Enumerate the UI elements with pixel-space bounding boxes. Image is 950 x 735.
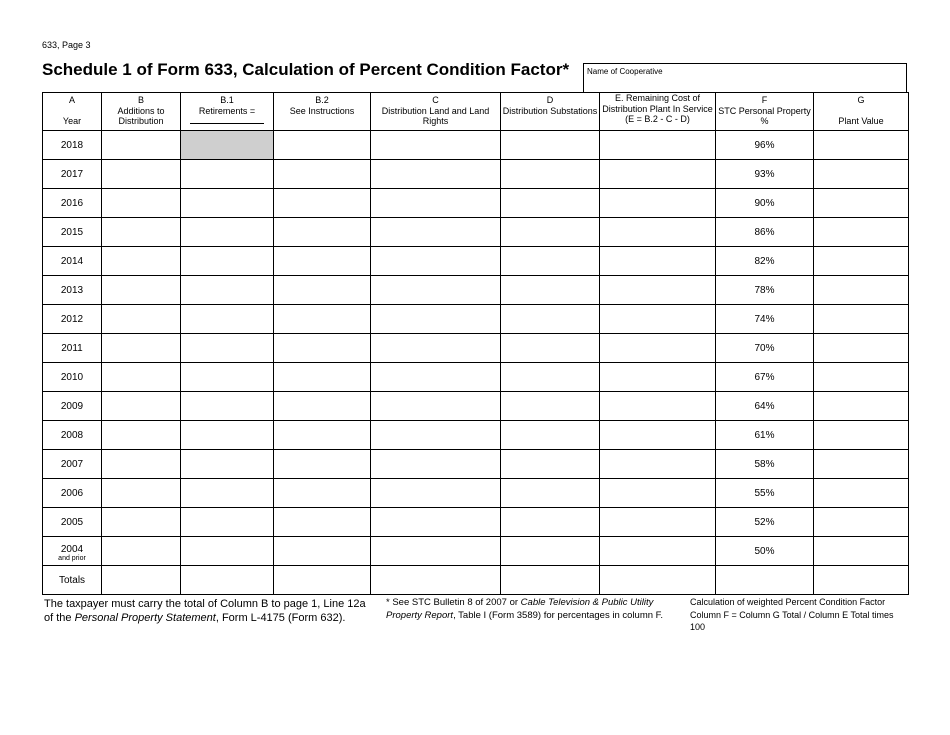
total-cell-e[interactable] <box>600 566 716 595</box>
entry-cell-c[interactable] <box>371 160 501 189</box>
entry-cell-g[interactable] <box>814 363 909 392</box>
entry-cell-b2[interactable] <box>274 218 371 247</box>
table-row <box>43 334 909 363</box>
stc-percent-cell: 50% <box>716 537 814 566</box>
entry-cell-b[interactable] <box>102 247 181 276</box>
entry-cell-g[interactable] <box>814 479 909 508</box>
entry-cell-b1[interactable] <box>181 247 274 276</box>
stc-percent-cell: 74% <box>716 305 814 334</box>
entry-cell-b2[interactable] <box>274 160 371 189</box>
year-cell: 2012 <box>43 305 102 334</box>
entry-cell-c[interactable] <box>371 392 501 421</box>
entry-cell-e[interactable] <box>600 305 716 334</box>
entry-cell-d[interactable] <box>501 421 600 450</box>
stc-percent-cell: 86% <box>716 218 814 247</box>
year-cell: 2005 <box>43 508 102 537</box>
entry-cell-c[interactable] <box>371 537 501 566</box>
entry-cell-b1[interactable] <box>181 421 274 450</box>
entry-cell-d[interactable] <box>501 218 600 247</box>
entry-cell-b1[interactable] <box>181 218 274 247</box>
column-header-a: A Year <box>43 93 102 131</box>
entry-cell-g[interactable] <box>814 450 909 479</box>
entry-cell-e[interactable] <box>600 334 716 363</box>
year-cell: 2015 <box>43 218 102 247</box>
entry-cell-b[interactable] <box>102 218 181 247</box>
entry-cell-e[interactable] <box>600 421 716 450</box>
total-cell-b2[interactable] <box>274 566 371 595</box>
column-header-b2: B.2 See Instructions <box>274 93 371 131</box>
condition-factor-table <box>42 92 909 595</box>
entry-cell-d[interactable] <box>501 160 600 189</box>
entry-cell-b2[interactable] <box>274 450 371 479</box>
year-cell: 2007 <box>43 450 102 479</box>
entry-cell-e[interactable] <box>600 479 716 508</box>
total-cell-c[interactable] <box>371 566 501 595</box>
entry-cell-c[interactable] <box>371 189 501 218</box>
entry-cell-b1[interactable] <box>181 508 274 537</box>
entry-cell-c[interactable] <box>371 479 501 508</box>
entry-cell-c[interactable] <box>371 421 501 450</box>
entry-cell-e[interactable] <box>600 537 716 566</box>
entry-cell-c[interactable] <box>371 247 501 276</box>
column-header-f: F STC Personal Property % <box>716 93 814 131</box>
column-header-b: B Additions to Distribution <box>102 93 181 131</box>
total-cell-g[interactable] <box>814 566 909 595</box>
entry-cell-e[interactable] <box>600 247 716 276</box>
entry-cell-e[interactable] <box>600 508 716 537</box>
entry-cell-b[interactable] <box>102 276 181 305</box>
total-cell-b1[interactable] <box>181 566 274 595</box>
entry-cell-d[interactable] <box>501 363 600 392</box>
entry-cell-d[interactable] <box>501 131 600 160</box>
entry-cell-b[interactable] <box>102 305 181 334</box>
year-cell: 2011 <box>43 334 102 363</box>
entry-cell-g[interactable] <box>814 218 909 247</box>
entry-cell-g[interactable] <box>814 537 909 566</box>
column-header-d: D Distribution Substations <box>501 93 600 131</box>
entry-cell-b1[interactable] <box>181 334 274 363</box>
entry-cell-d[interactable] <box>501 479 600 508</box>
stc-percent-cell: 64% <box>716 392 814 421</box>
entry-cell-b2[interactable] <box>274 392 371 421</box>
entry-cell-b1[interactable] <box>181 392 274 421</box>
table-row <box>43 305 909 334</box>
page-title: Schedule 1 of Form 633, Calculation of Percent Condition Factor* <box>42 60 570 79</box>
entry-cell-b1[interactable] <box>181 537 274 566</box>
entry-cell-b2[interactable] <box>274 363 371 392</box>
entry-cell-e[interactable] <box>600 276 716 305</box>
entry-cell-d[interactable] <box>501 334 600 363</box>
year-cell: 2016 <box>43 189 102 218</box>
page-reference: 633, Page 3 <box>42 40 91 50</box>
entry-cell-c[interactable] <box>371 131 501 160</box>
table-row <box>43 392 909 421</box>
column-header-c: C Distribution Land and Land Rights <box>371 93 501 131</box>
entry-cell-b2[interactable] <box>274 131 371 160</box>
entry-cell-b1[interactable] <box>181 479 274 508</box>
footnote-column-b: The taxpayer must carry the total of Column B to page 1, Line 12a of the Personal Property Statement, Form L-4175 (Form 632). <box>44 598 366 624</box>
entry-cell-b2[interactable] <box>274 305 371 334</box>
entry-cell-b[interactable] <box>102 189 181 218</box>
entry-cell-d[interactable] <box>501 247 600 276</box>
entry-cell-b2[interactable] <box>274 334 371 363</box>
entry-cell-b2[interactable] <box>274 189 371 218</box>
entry-cell-c[interactable] <box>371 508 501 537</box>
entry-cell-b[interactable] <box>102 450 181 479</box>
total-cell-f[interactable] <box>716 566 814 595</box>
table-row <box>43 247 909 276</box>
entry-cell-b[interactable] <box>102 479 181 508</box>
entry-cell-c[interactable] <box>371 334 501 363</box>
entry-cell-b2[interactable] <box>274 508 371 537</box>
entry-cell-c[interactable] <box>371 450 501 479</box>
entry-cell-d[interactable] <box>501 276 600 305</box>
entry-cell-c[interactable] <box>371 363 501 392</box>
entry-cell-e[interactable] <box>600 189 716 218</box>
year-cell: 2014 <box>43 247 102 276</box>
stc-percent-cell: 93% <box>716 160 814 189</box>
entry-cell-g[interactable] <box>814 247 909 276</box>
entry-cell-b[interactable] <box>102 131 181 160</box>
entry-cell-b[interactable] <box>102 421 181 450</box>
stc-percent-cell: 52% <box>716 508 814 537</box>
entry-cell-c[interactable] <box>371 276 501 305</box>
stc-percent-cell: 58% <box>716 450 814 479</box>
entry-cell-g[interactable] <box>814 305 909 334</box>
entry-cell-b1[interactable] <box>181 189 274 218</box>
entry-cell-b1[interactable] <box>181 276 274 305</box>
year-cell: 2009 <box>43 392 102 421</box>
entry-cell-d[interactable] <box>501 508 600 537</box>
table-row <box>43 189 909 218</box>
footnote-weighted-calc: Calculation of weighted Percent Condition Factor Column F = Column G Total / Column E Total times 100 <box>690 597 894 632</box>
column-header-e: E. Remaining Cost of Distribution Plant In Service (E = B.2 - C - D) <box>600 93 716 131</box>
stc-percent-cell: 90% <box>716 189 814 218</box>
entry-cell-d[interactable] <box>501 189 600 218</box>
year-cell: 2018 <box>43 131 102 160</box>
year-cell: 2008 <box>43 421 102 450</box>
table-row <box>43 537 909 566</box>
entry-cell-c[interactable] <box>371 305 501 334</box>
year-cell: 2010 <box>43 363 102 392</box>
table-row <box>43 218 909 247</box>
total-cell-b[interactable] <box>102 566 181 595</box>
stc-percent-cell: 61% <box>716 421 814 450</box>
entry-cell-g[interactable] <box>814 334 909 363</box>
entry-cell-b2[interactable] <box>274 276 371 305</box>
entry-cell-e[interactable] <box>600 160 716 189</box>
retirements-blank-line <box>190 123 264 124</box>
entry-cell-b1[interactable] <box>181 131 274 160</box>
stc-percent-cell: 78% <box>716 276 814 305</box>
stc-percent-cell: 70% <box>716 334 814 363</box>
entry-cell-g[interactable] <box>814 160 909 189</box>
entry-cell-b1[interactable] <box>181 305 274 334</box>
table-row <box>43 160 909 189</box>
year-cell: 2006 <box>43 479 102 508</box>
year-cell: 2017 <box>43 160 102 189</box>
entry-cell-b[interactable] <box>102 334 181 363</box>
entry-cell-b1[interactable] <box>181 450 274 479</box>
entry-cell-d[interactable] <box>501 305 600 334</box>
entry-cell-b2[interactable] <box>274 421 371 450</box>
entry-cell-b[interactable] <box>102 392 181 421</box>
entry-cell-d[interactable] <box>501 450 600 479</box>
entry-cell-b[interactable] <box>102 508 181 537</box>
year-cell: 2013 <box>43 276 102 305</box>
total-cell-d[interactable] <box>501 566 600 595</box>
entry-cell-g[interactable] <box>814 276 909 305</box>
entry-cell-b[interactable] <box>102 160 181 189</box>
column-header-g: G Plant Value <box>814 93 909 131</box>
entry-cell-d[interactable] <box>501 537 600 566</box>
entry-cell-g[interactable] <box>814 131 909 160</box>
entry-cell-c[interactable] <box>371 218 501 247</box>
entry-cell-e[interactable] <box>600 392 716 421</box>
entry-cell-d[interactable] <box>501 392 600 421</box>
table-row <box>43 421 909 450</box>
footnote-stc-bulletin: * See STC Bulletin 8 of 2007 or Cable Television & Public Utility Property Report, Table I (Form 3589) for percentages in column F. <box>386 597 664 621</box>
entry-cell-b2[interactable] <box>274 479 371 508</box>
totals-row <box>43 566 909 595</box>
entry-cell-g[interactable] <box>814 508 909 537</box>
table-row <box>43 479 909 508</box>
entry-cell-g[interactable] <box>814 392 909 421</box>
table-row <box>43 276 909 305</box>
entry-cell-g[interactable] <box>814 421 909 450</box>
entry-cell-b2[interactable] <box>274 537 371 566</box>
totals-label: Totals <box>43 566 102 595</box>
entry-cell-b1[interactable] <box>181 363 274 392</box>
entry-cell-e[interactable] <box>600 218 716 247</box>
table-row <box>43 363 909 392</box>
entry-cell-b2[interactable] <box>274 247 371 276</box>
table-row <box>43 508 909 537</box>
stc-percent-cell: 67% <box>716 363 814 392</box>
table-row <box>43 131 909 160</box>
entry-cell-b1[interactable] <box>181 160 274 189</box>
cooperative-name-label: Name of Cooperative <box>587 67 663 76</box>
stc-percent-cell: 82% <box>716 247 814 276</box>
stc-percent-cell: 55% <box>716 479 814 508</box>
year-cell: 2004 and prior <box>43 537 102 566</box>
entry-cell-e[interactable] <box>600 363 716 392</box>
cooperative-name-field[interactable] <box>583 63 907 93</box>
entry-cell-e[interactable] <box>600 131 716 160</box>
column-header-b1: B.1 Retirements = <box>181 93 274 131</box>
table-row <box>43 450 909 479</box>
header-row <box>43 93 909 131</box>
entry-cell-e[interactable] <box>600 450 716 479</box>
stc-percent-cell: 96% <box>716 131 814 160</box>
entry-cell-b[interactable] <box>102 537 181 566</box>
entry-cell-g[interactable] <box>814 189 909 218</box>
entry-cell-b[interactable] <box>102 363 181 392</box>
